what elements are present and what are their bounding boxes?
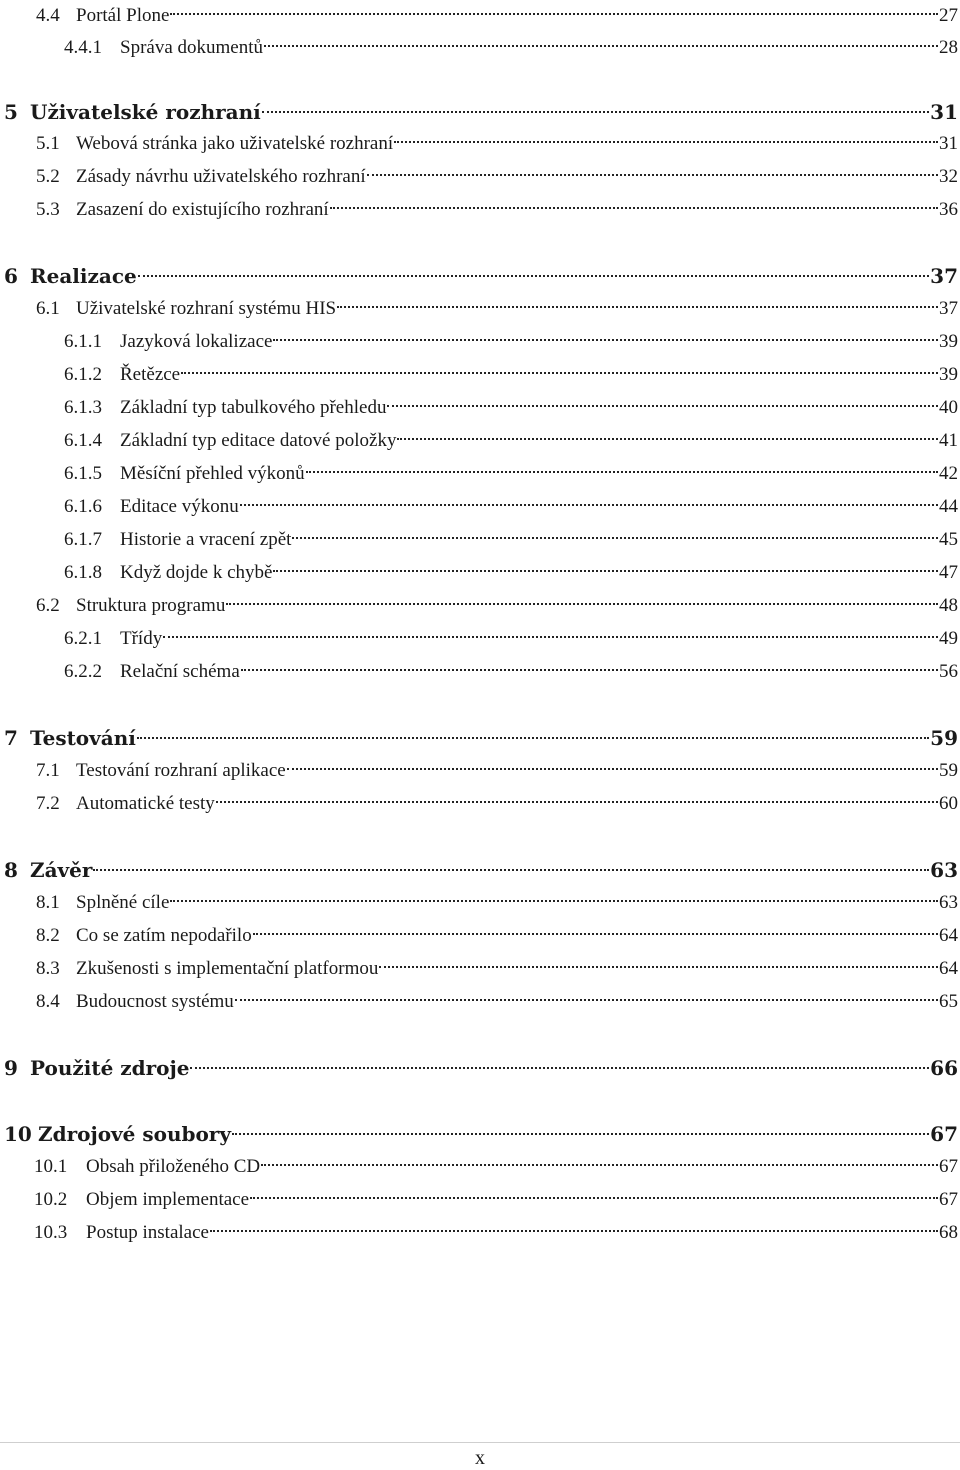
toc-entry-page: 31 [939, 133, 958, 154]
toc-entry-number: 6.1.3 [64, 397, 102, 418]
toc-dot-leader [287, 768, 938, 770]
toc-entry-page: 47 [939, 562, 958, 583]
toc-entry-page: 41 [939, 430, 958, 451]
toc-entry-title: Struktura programu [76, 595, 226, 616]
toc-dot-leader [170, 13, 938, 15]
toc-entry-number: 7.2 [36, 793, 60, 814]
toc-entry-page: 27 [939, 5, 958, 26]
toc-entry-title: Automatické testy [76, 793, 215, 814]
toc-entry-title: Zásady návrhu uživatelského rozhraní [76, 166, 366, 187]
toc-dot-leader [216, 801, 938, 803]
toc-dot-leader [181, 372, 938, 374]
toc-dot-leader [262, 111, 929, 113]
toc-dot-leader [264, 45, 938, 47]
toc-entry-page: 44 [939, 496, 958, 517]
toc-dot-leader [137, 737, 929, 739]
toc-entry-number: 5.2 [36, 166, 60, 187]
toc-entry-title: Uživatelské rozhraní systému HIS [76, 298, 337, 319]
toc-entry-page: 65 [939, 991, 958, 1012]
toc-dot-leader [330, 207, 938, 209]
toc-dot-leader [232, 1133, 929, 1135]
toc-entry-number: 5.3 [36, 199, 60, 220]
toc-entry[interactable] [64, 557, 958, 589]
toc-entry-page: 64 [939, 925, 958, 946]
toc-entry-title: Webová stránka jako uživatelské rozhraní [76, 133, 394, 154]
toc-entry-title: Jazyková lokalizace [120, 331, 273, 352]
toc-entry-title: Historie a vracení zpět [120, 529, 292, 550]
toc-entry-page: 42 [939, 463, 958, 484]
toc-entry-title: Co se zatím nepodařilo [76, 925, 252, 946]
page-number: x [475, 1447, 485, 1469]
toc-entry-page: 67 [939, 1189, 958, 1210]
toc-entry-number: 10.3 [34, 1222, 68, 1243]
toc-entry-page: 36 [939, 199, 958, 220]
toc-entry-page: 67 [939, 1156, 958, 1177]
toc-dot-leader [93, 869, 929, 871]
toc-entry[interactable] [36, 194, 958, 226]
toc-entry-title: Portál Plone [76, 5, 170, 26]
toc-entry-number: 10 [4, 1122, 32, 1146]
toc-entry[interactable] [64, 392, 958, 424]
toc-entry[interactable] [64, 623, 958, 655]
toc-entry-title: Zkušenosti s implementační platformou [76, 958, 379, 979]
toc-dot-leader [387, 405, 938, 407]
toc-dot-leader [337, 306, 938, 308]
toc-entry-number: 7.1 [36, 760, 60, 781]
toc-entry-title: Základní typ editace datové položky [120, 430, 397, 451]
toc-entry[interactable] [4, 722, 958, 754]
toc-dot-leader [210, 1230, 938, 1232]
toc-entry-page: 63 [939, 892, 958, 913]
toc-entry-page: 49 [939, 628, 958, 649]
toc-entry-title: Když dojde k chybě [120, 562, 273, 583]
toc-entry[interactable] [64, 656, 958, 688]
toc-entry-title: Realizace [30, 264, 137, 288]
toc-entry-page: 63 [930, 858, 958, 882]
toc-dot-leader [397, 438, 938, 440]
toc-entry-number: 4.4.1 [64, 37, 102, 58]
toc-entry[interactable] [64, 32, 958, 64]
toc-dot-leader [250, 1197, 938, 1199]
toc-entry[interactable] [36, 986, 958, 1018]
toc-entry-page: 56 [939, 661, 958, 682]
toc-entry-page: 28 [939, 37, 958, 58]
toc-entry-page: 39 [939, 331, 958, 352]
toc-entry[interactable] [36, 953, 958, 985]
toc-dot-leader [306, 471, 938, 473]
toc-entry[interactable] [4, 854, 958, 886]
toc-entry-number: 6.1.1 [64, 331, 102, 352]
toc-entry-title: Splněné cíle [76, 892, 170, 913]
toc-dot-leader [379, 966, 938, 968]
toc-entry-number: 6.1.5 [64, 463, 102, 484]
toc-entry-number: 6.1.8 [64, 562, 102, 583]
toc-entry-page: 48 [939, 595, 958, 616]
toc-entry[interactable] [64, 491, 958, 523]
toc-entry[interactable] [36, 887, 958, 919]
toc-entry[interactable] [4, 96, 958, 128]
toc-entry-number: 4.4 [36, 5, 60, 26]
toc-dot-leader [226, 603, 938, 605]
toc-dot-leader [367, 174, 938, 176]
toc-entry[interactable] [64, 425, 958, 457]
toc-entry[interactable] [64, 458, 958, 490]
toc-entry-number: 10.2 [34, 1189, 68, 1210]
toc-dot-leader [138, 275, 929, 277]
toc-entry-title: Použité zdroje [30, 1056, 190, 1080]
toc-entry-title: Testování rozhraní aplikace [76, 760, 286, 781]
toc-entry-page: 45 [939, 529, 958, 550]
toc-entry-title: Objem implementace [86, 1189, 250, 1210]
toc-entry-number: 6.1 [36, 298, 60, 319]
toc-entry-title: Testování [30, 726, 136, 750]
toc-entry-number: 6.1.7 [64, 529, 102, 550]
toc-entry-title: Zdrojové soubory [38, 1122, 231, 1146]
toc-entry-page: 37 [939, 298, 958, 319]
toc-entry[interactable] [36, 161, 958, 193]
toc-entry-title: Editace výkonu [120, 496, 239, 517]
toc-entry-title: Zasazení do existujícího rozhraní [76, 199, 329, 220]
toc-entry-title: Obsah přiloženého CD [86, 1156, 261, 1177]
toc-entry[interactable] [4, 1052, 958, 1084]
toc-entry-title: Třídy [120, 628, 163, 649]
toc-entry-title: Měsíční přehled výkonů [120, 463, 305, 484]
toc-entry[interactable] [36, 755, 958, 787]
toc-entry-number: 8.1 [36, 892, 60, 913]
toc-entry[interactable] [36, 920, 958, 952]
toc-dot-leader [253, 933, 938, 935]
toc-entry[interactable] [36, 293, 958, 325]
toc-entry-number: 6 [4, 264, 18, 288]
toc-entry-number: 8.4 [36, 991, 60, 1012]
toc-dot-leader [235, 999, 938, 1001]
toc-dot-leader [190, 1067, 929, 1069]
toc-dot-leader [241, 669, 938, 671]
toc-entry-page: 66 [930, 1056, 958, 1080]
toc-entry[interactable] [4, 1118, 958, 1150]
toc-dot-leader [273, 339, 938, 341]
toc-entry[interactable] [34, 1151, 958, 1183]
toc-dot-leader [240, 504, 938, 506]
toc-entry-number: 6.2 [36, 595, 60, 616]
toc-entry-title: Závěr [30, 858, 93, 882]
toc-entry-number: 9 [4, 1056, 18, 1080]
toc-entry-number: 5 [4, 100, 18, 124]
toc-dot-leader [170, 900, 938, 902]
page-footer [0, 1442, 960, 1469]
toc-entry-number: 6.1.4 [64, 430, 102, 451]
toc-entry[interactable] [36, 0, 958, 32]
toc-entry-title: Postup instalace [86, 1222, 209, 1243]
toc-entry-number: 6.2.2 [64, 661, 102, 682]
toc-entry-title: Základní typ tabulkového přehledu [120, 397, 387, 418]
toc-entry-page: 68 [939, 1222, 958, 1243]
toc-entry-number: 7 [4, 726, 18, 750]
toc-entry-number: 10.1 [34, 1156, 68, 1177]
toc-entry[interactable] [64, 524, 958, 556]
toc-entry[interactable] [64, 326, 958, 358]
toc-entry[interactable] [34, 1217, 958, 1249]
toc-entry[interactable] [4, 260, 958, 292]
toc-entry-page: 39 [939, 364, 958, 385]
toc-entry[interactable] [36, 788, 958, 820]
toc-entry-title: Řetězce [120, 364, 181, 385]
toc-entry-number: 5.1 [36, 133, 60, 154]
toc-dot-leader [261, 1164, 938, 1166]
toc-entry-title: Budoucnost systému [76, 991, 234, 1012]
toc-entry-page: 67 [930, 1122, 958, 1146]
toc-dot-leader [394, 141, 938, 143]
toc-dot-leader [163, 636, 938, 638]
toc-entry[interactable] [36, 590, 958, 622]
toc-entry-number: 8.3 [36, 958, 60, 979]
toc-entry-page: 59 [930, 726, 958, 750]
toc-entry-page: 60 [939, 793, 958, 814]
toc-entry-page: 31 [930, 100, 958, 124]
toc-dot-leader [273, 570, 938, 572]
toc-entry-title: Správa dokumentů [120, 37, 264, 58]
toc-entry-page: 59 [939, 760, 958, 781]
toc-entry-page: 64 [939, 958, 958, 979]
toc-entry[interactable] [36, 128, 958, 160]
toc-entry[interactable] [64, 359, 958, 391]
toc-entry-number: 6.1.6 [64, 496, 102, 517]
toc-entry-title: Relační schéma [120, 661, 240, 682]
toc-entry-number: 8.2 [36, 925, 60, 946]
toc-entry-title: Uživatelské rozhraní [30, 100, 261, 124]
toc-entry-page: 32 [939, 166, 958, 187]
toc-entry-number: 6.2.1 [64, 628, 102, 649]
toc-entry-page: 37 [930, 264, 958, 288]
toc-entry[interactable] [34, 1184, 958, 1216]
toc-dot-leader [292, 537, 938, 539]
toc-entry-number: 6.1.2 [64, 364, 102, 385]
toc-entry-page: 40 [939, 397, 958, 418]
toc-entry-number: 8 [4, 858, 18, 882]
